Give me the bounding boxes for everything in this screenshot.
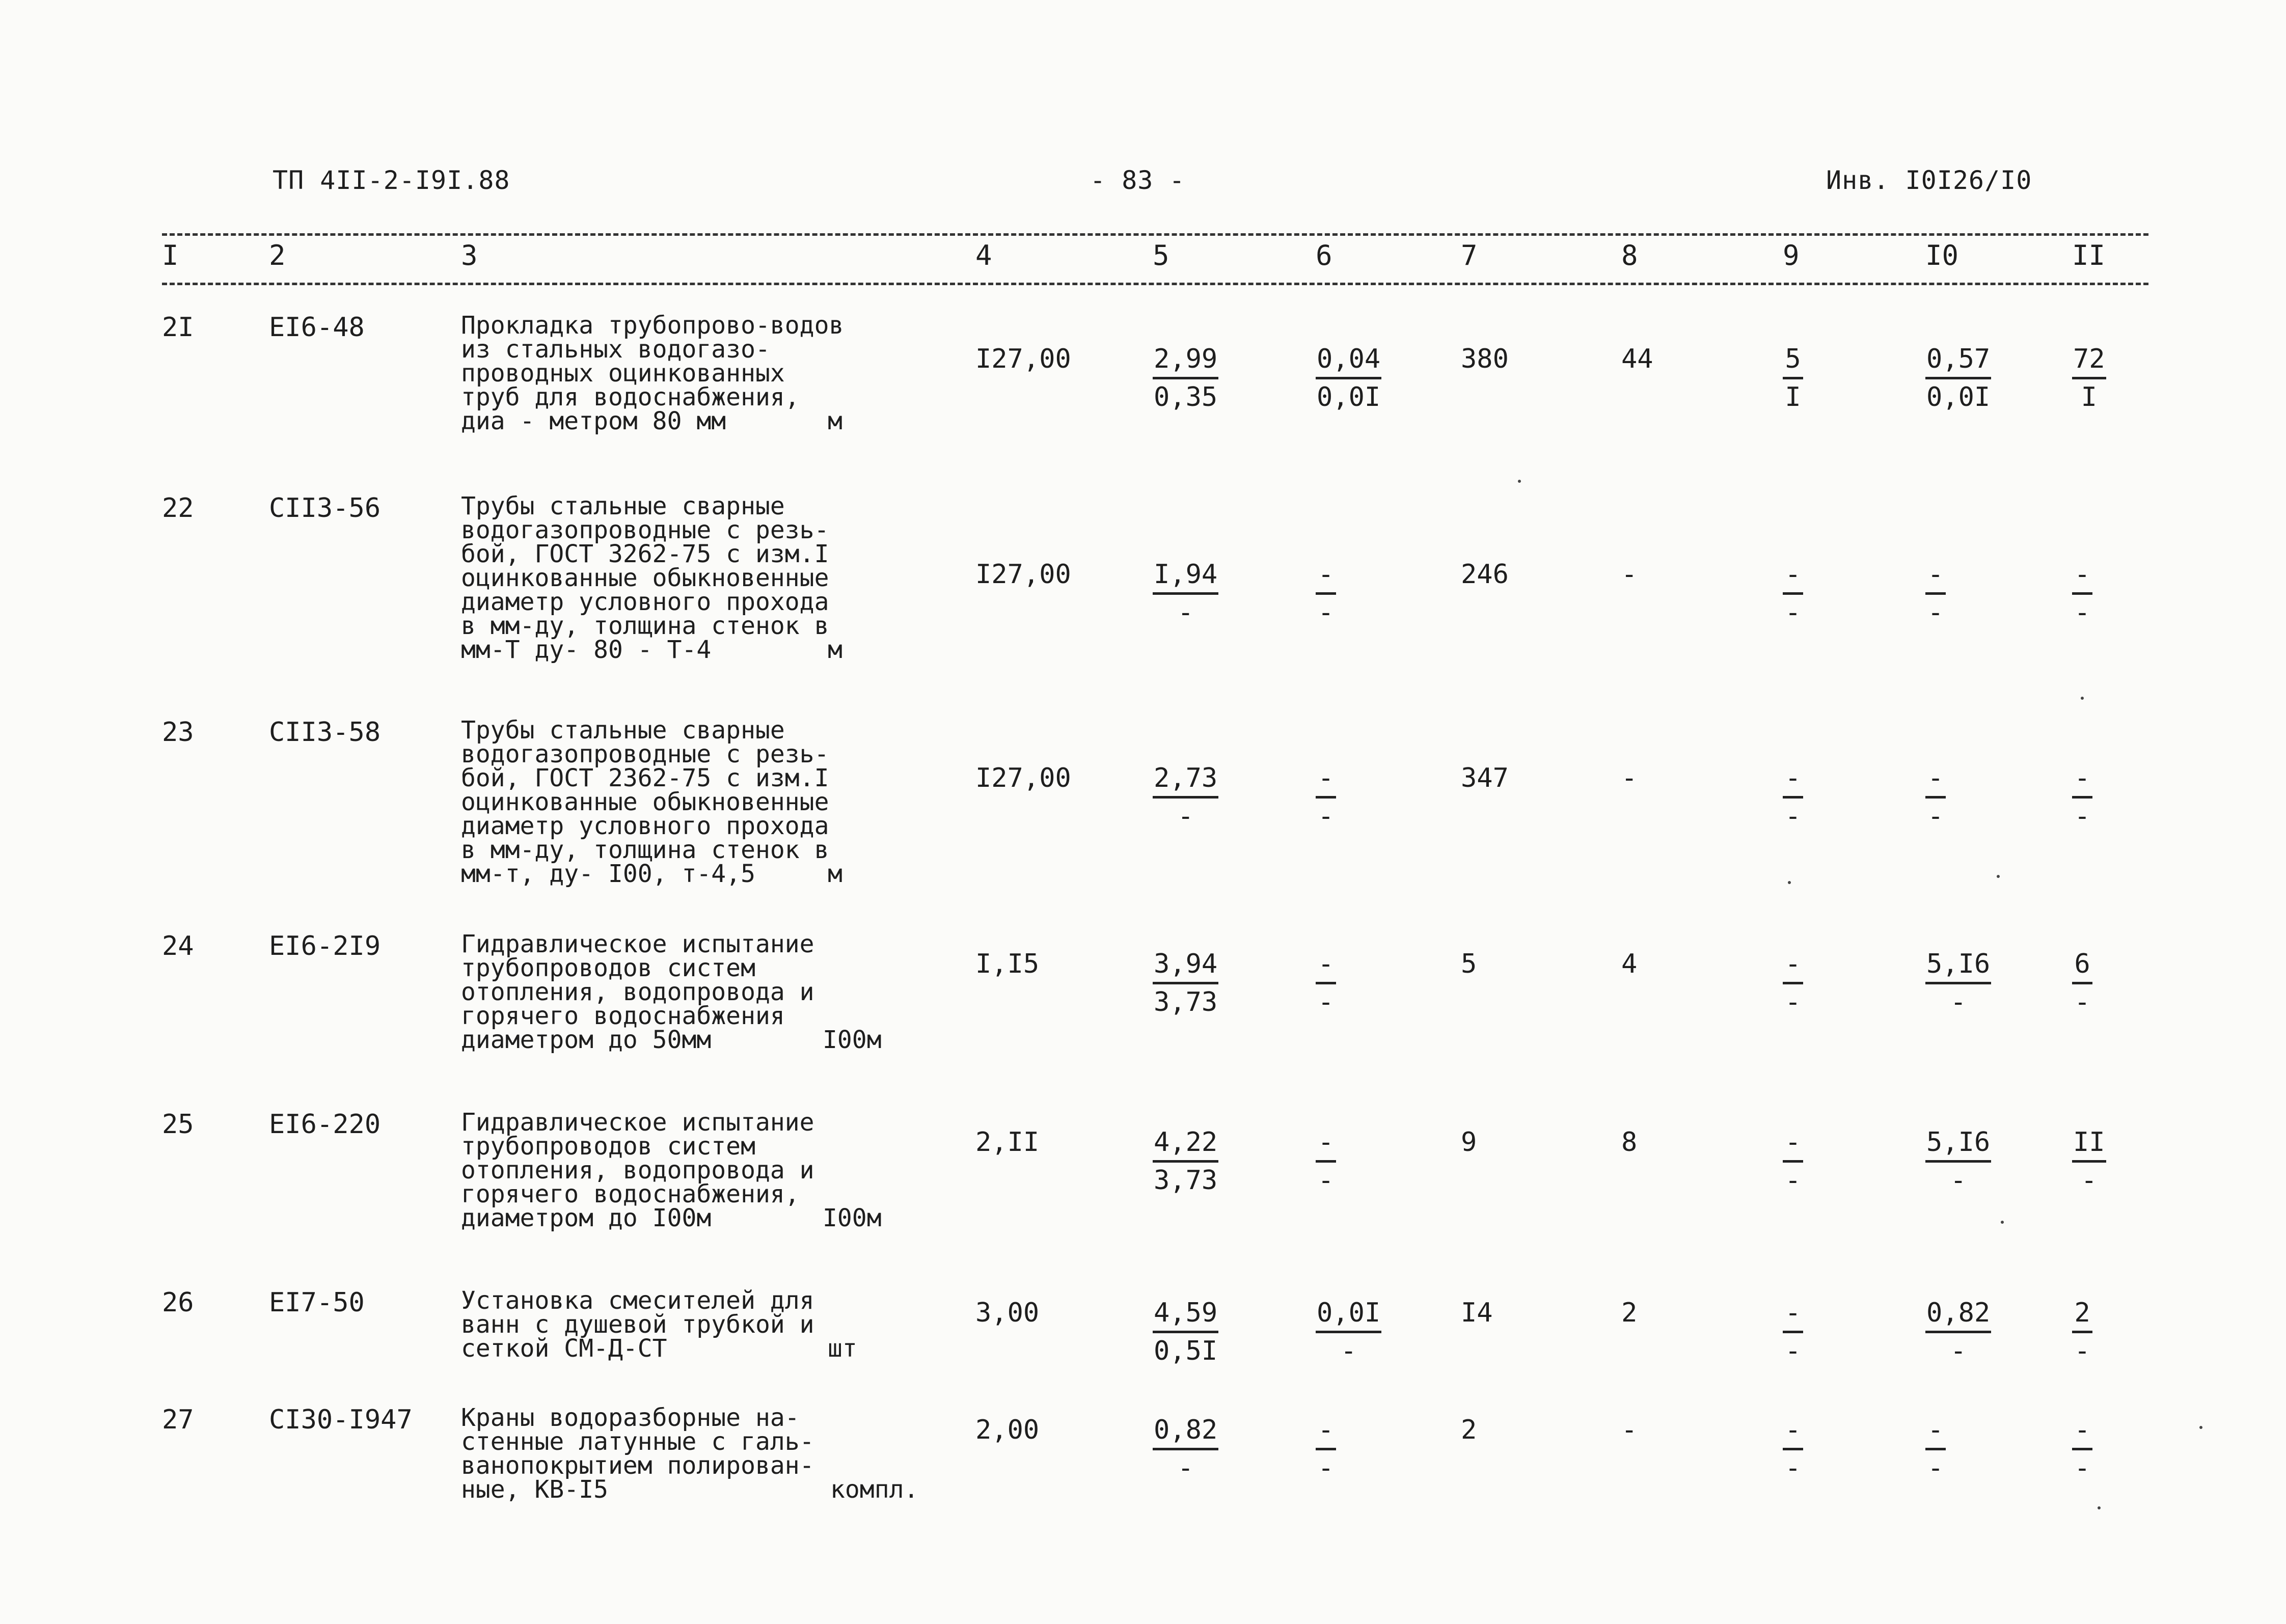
- row-number: 25: [162, 1109, 194, 1140]
- column-8-value: 2: [1621, 1298, 1638, 1328]
- header-rule-bottom: [162, 283, 2148, 285]
- column-number-10: I0: [1925, 239, 1959, 271]
- fraction-cell-c11: [2072, 341, 2106, 415]
- fraction-denominator: -: [1177, 597, 1194, 628]
- column-8-value: -: [1621, 763, 1638, 793]
- fraction-cell-c11: [2072, 1412, 2092, 1486]
- fraction-numerator: 0,82: [1925, 1295, 1991, 1333]
- fraction-cell-c5: [1153, 1295, 1218, 1369]
- measure-unit: I00м: [823, 1204, 882, 1232]
- work-description: [461, 1108, 882, 1232]
- fraction-cell-c6: [1316, 1412, 1336, 1486]
- fraction-cell-c11: [2072, 1295, 2092, 1369]
- fraction-numerator: 6: [2072, 946, 2092, 984]
- work-description-text: Гидравлическое испытание трубопроводов систем отопления, водопровода и горячего водоснабжения, диаметром до I00м: [461, 1108, 814, 1232]
- column-number-11: II: [2072, 239, 2106, 271]
- column-number-6: 6: [1316, 239, 1332, 271]
- column-7-value: I4: [1461, 1298, 1493, 1328]
- column-number-9: 9: [1783, 239, 1800, 271]
- fraction-numerator: -: [2072, 557, 2092, 595]
- fraction-cell-c6: [1316, 341, 1381, 415]
- fraction-cell-c9: [1783, 760, 1803, 834]
- work-description-text: Трубы стальные сварные водогазопроводные с резь-бой, ГОСТ 3262-75 с изм.I оцинкованные обыкновенные диаметр условного прохода в мм-ду, толщина стенок в мм-Т ду- 80 - Т-4: [461, 492, 829, 664]
- rate-code: СII3-58: [269, 717, 381, 748]
- fraction-cell-c11: [2072, 557, 2092, 630]
- fraction-numerator: 5: [1783, 341, 1803, 379]
- work-description: [461, 930, 882, 1054]
- fraction-numerator: 4,22: [1153, 1124, 1218, 1163]
- fraction-numerator: -: [2072, 760, 2092, 799]
- fraction-denominator: -: [1785, 987, 1801, 1017]
- work-description-text: Краны водоразборные на-стенные латунные с галь-ванопокрытием полирован-ные, КВ-I5: [461, 1403, 814, 1504]
- column-8-value: 44: [1621, 344, 1653, 374]
- rate-code: ЕI6-2I9: [269, 931, 381, 961]
- fraction-numerator: -: [1783, 760, 1803, 799]
- fraction-denominator: -: [1318, 597, 1334, 628]
- fraction-denominator: -: [1950, 1336, 1967, 1366]
- rate-code: СII3-56: [269, 493, 381, 524]
- quantity: 2,00: [975, 1415, 1040, 1445]
- fraction-cell-c10: [1925, 341, 1991, 415]
- scan-speck: [1518, 480, 1521, 483]
- row-number: 26: [162, 1287, 194, 1318]
- fraction-cell-c10: [1925, 557, 1946, 630]
- fraction-denominator: -: [1785, 801, 1801, 832]
- column-8-value: 8: [1621, 1127, 1638, 1158]
- fraction-denominator: -: [1177, 1453, 1194, 1483]
- fraction-denominator: -: [1785, 1336, 1801, 1366]
- fraction-numerator: -: [1925, 760, 1946, 799]
- column-number-1: I: [162, 239, 179, 271]
- fraction-numerator: -: [1783, 946, 1803, 984]
- document-code: ТП 4II-2-I9I.88: [273, 166, 510, 195]
- fraction-cell-c11: [2072, 946, 2092, 1020]
- fraction-denominator: -: [1318, 1453, 1334, 1483]
- fraction-numerator: 5,I6: [1925, 946, 1991, 984]
- fraction-denominator: -: [1785, 597, 1801, 628]
- column-7-value: 2: [1461, 1415, 1477, 1445]
- fraction-numerator: 2,99: [1153, 341, 1218, 379]
- fraction-denominator: I: [1785, 382, 1801, 412]
- fraction-cell-c11: [2072, 1124, 2106, 1198]
- quantity: I27,00: [975, 559, 1071, 590]
- quantity: 3,00: [975, 1298, 1040, 1328]
- fraction-denominator: -: [2081, 1165, 2097, 1196]
- fraction-denominator: -: [1950, 987, 1967, 1017]
- page-number: - 83 -: [1090, 166, 1185, 195]
- column-number-5: 5: [1153, 239, 1169, 271]
- quantity: I27,00: [975, 763, 1071, 793]
- row-number: 27: [162, 1405, 194, 1435]
- fraction-denominator: 0,5I: [1154, 1336, 1218, 1366]
- fraction-denominator: -: [1785, 1453, 1801, 1483]
- fraction-denominator: I: [2081, 382, 2097, 412]
- rate-code: ЕI7-50: [269, 1287, 365, 1318]
- fraction-denominator: -: [1318, 801, 1334, 832]
- fraction-numerator: 0,0I: [1316, 1295, 1381, 1333]
- fraction-cell-c10: [1925, 1124, 1991, 1198]
- header-rule-top: [162, 233, 2148, 236]
- column-8-value: -: [1621, 559, 1638, 590]
- quantity: 2,II: [975, 1127, 1040, 1158]
- work-description: [461, 311, 848, 435]
- fraction-denominator: -: [1927, 1453, 1944, 1483]
- column-8-value: -: [1621, 1415, 1638, 1445]
- fraction-numerator: II: [2072, 1124, 2106, 1163]
- column-number-8: 8: [1621, 239, 1638, 271]
- fraction-denominator: -: [1927, 801, 1944, 832]
- fraction-numerator: 72: [2072, 341, 2106, 379]
- measure-unit: м: [828, 407, 842, 435]
- column-number-3: 3: [461, 239, 478, 271]
- fraction-cell-c5: [1153, 760, 1218, 834]
- column-7-value: 9: [1461, 1127, 1477, 1158]
- fraction-numerator: -: [1783, 1124, 1803, 1163]
- fraction-numerator: -: [1316, 1124, 1336, 1163]
- row-number: 22: [162, 493, 194, 524]
- row-number: 24: [162, 931, 194, 961]
- fraction-numerator: I,94: [1153, 557, 1218, 595]
- fraction-denominator: -: [1318, 987, 1334, 1017]
- fraction-numerator: -: [1783, 557, 1803, 595]
- fraction-denominator: -: [1785, 1165, 1801, 1196]
- fraction-cell-c10: [1925, 946, 1991, 1020]
- fraction-cell-c9: [1783, 1295, 1803, 1369]
- row-number: 2I: [162, 312, 194, 343]
- fraction-denominator: -: [2074, 987, 2090, 1017]
- fraction-denominator: 0,0I: [1317, 382, 1381, 412]
- fraction-cell-c10: [1925, 760, 1946, 834]
- fraction-numerator: 3,94: [1153, 946, 1218, 984]
- column-7-value: 380: [1461, 344, 1509, 374]
- work-description: [461, 716, 848, 888]
- scan-speck: [1788, 881, 1791, 884]
- measure-unit: м: [828, 636, 842, 664]
- scan-speck: [1997, 875, 2000, 878]
- fraction-cell-c5: [1153, 1124, 1218, 1198]
- fraction-denominator: 3,73: [1154, 1165, 1218, 1196]
- fraction-denominator: -: [1318, 1165, 1334, 1196]
- fraction-cell-c9: [1783, 1124, 1803, 1198]
- fraction-denominator: -: [1177, 801, 1194, 832]
- fraction-numerator: -: [1316, 760, 1336, 799]
- fraction-cell-c9: [1783, 1412, 1803, 1486]
- scan-speck: [2081, 697, 2084, 700]
- column-7-value: 5: [1461, 949, 1477, 979]
- fraction-cell-c9: [1783, 946, 1803, 1020]
- fraction-cell-c9: [1783, 557, 1803, 630]
- fraction-numerator: -: [1316, 557, 1336, 595]
- column-7-value: 347: [1461, 763, 1509, 793]
- fraction-denominator: -: [2074, 1453, 2090, 1483]
- work-description-text: Прокладка трубопрово-водов из стальных водогазо-проводных оцинкованных труб для водоснабжения, диа - метром 80 мм: [461, 311, 844, 435]
- fraction-denominator: -: [1927, 597, 1944, 628]
- fraction-numerator: -: [1783, 1295, 1803, 1333]
- work-description: [461, 1403, 919, 1504]
- fraction-numerator: -: [1316, 946, 1336, 984]
- work-description-text: Установка смесителей для ванн с душевой трубкой и сеткой СМ-Д-СТ: [461, 1286, 814, 1363]
- fraction-cell-c6: [1316, 557, 1336, 630]
- row-number: 23: [162, 717, 194, 748]
- fraction-cell-c5: [1153, 557, 1218, 630]
- rate-code: ЕI6-48: [269, 312, 365, 343]
- measure-unit: компл.: [830, 1475, 919, 1504]
- column-number-7: 7: [1461, 239, 1478, 271]
- work-description-text: Трубы стальные сварные водогазопроводные с резь-бой, ГОСТ 2362-75 с изм.I оцинкованные обыкновенные диаметр условного прохода в мм-ду, толщина стенок в мм-т, ду- I00, т-4,5: [461, 716, 829, 888]
- fraction-cell-c6: [1316, 946, 1336, 1020]
- fraction-numerator: 0,82: [1153, 1412, 1218, 1450]
- fraction-cell-c6: [1316, 1295, 1381, 1369]
- fraction-numerator: -: [1783, 1412, 1803, 1450]
- fraction-denominator: -: [2074, 1336, 2090, 1366]
- fraction-numerator: -: [1316, 1412, 1336, 1450]
- fraction-cell-c6: [1316, 1124, 1336, 1198]
- fraction-cell-c10: [1925, 1295, 1991, 1369]
- fraction-numerator: 2: [2072, 1295, 2092, 1333]
- fraction-numerator: 0,04: [1316, 341, 1381, 379]
- fraction-numerator: 4,59: [1153, 1295, 1218, 1333]
- scan-speck: [2098, 1506, 2101, 1509]
- measure-unit: шт: [828, 1334, 857, 1363]
- column-number-4: 4: [975, 239, 992, 271]
- work-description: [461, 494, 848, 662]
- fraction-denominator: 0,0I: [1926, 382, 1991, 412]
- measure-unit: I00м: [823, 1026, 882, 1054]
- measure-unit: м: [828, 860, 842, 888]
- column-7-value: 246: [1461, 559, 1509, 590]
- inventory-number: Инв. I0I26/I0: [1826, 166, 2032, 195]
- column-number-2: 2: [269, 239, 286, 271]
- fraction-cell-c6: [1316, 760, 1336, 834]
- fraction-numerator: -: [1925, 557, 1946, 595]
- fraction-denominator: -: [1340, 1336, 1357, 1366]
- fraction-cell-c5: [1153, 1412, 1218, 1486]
- rate-code: ЕI6-220: [269, 1109, 381, 1140]
- work-description-text: Гидравлическое испытание трубопроводов систем отопления, водопровода и горячего водоснабжения диаметром до 50мм: [461, 930, 814, 1054]
- fraction-cell-c5: [1153, 341, 1218, 415]
- fraction-numerator: -: [1925, 1412, 1946, 1450]
- fraction-denominator: 0,35: [1154, 382, 1218, 412]
- quantity: I27,00: [975, 344, 1071, 374]
- fraction-denominator: -: [2074, 597, 2090, 628]
- fraction-denominator: -: [1950, 1165, 1967, 1196]
- scan-speck: [2001, 1221, 2004, 1224]
- quantity: I,I5: [975, 949, 1040, 979]
- fraction-denominator: 3,73: [1154, 987, 1218, 1017]
- fraction-cell-c9: [1783, 341, 1803, 415]
- rate-code: СI30-I947: [269, 1405, 413, 1435]
- fraction-numerator: 2,73: [1153, 760, 1218, 799]
- fraction-cell-c5: [1153, 946, 1218, 1020]
- fraction-numerator: -: [2072, 1412, 2092, 1450]
- scan-speck: [2199, 1426, 2202, 1429]
- fraction-numerator: 5,I6: [1925, 1124, 1991, 1163]
- fraction-cell-c11: [2072, 760, 2092, 834]
- fraction-denominator: -: [2074, 801, 2090, 832]
- fraction-cell-c10: [1925, 1412, 1946, 1486]
- fraction-numerator: 0,57: [1925, 341, 1991, 379]
- work-description: [461, 1286, 857, 1363]
- column-8-value: 4: [1621, 949, 1638, 979]
